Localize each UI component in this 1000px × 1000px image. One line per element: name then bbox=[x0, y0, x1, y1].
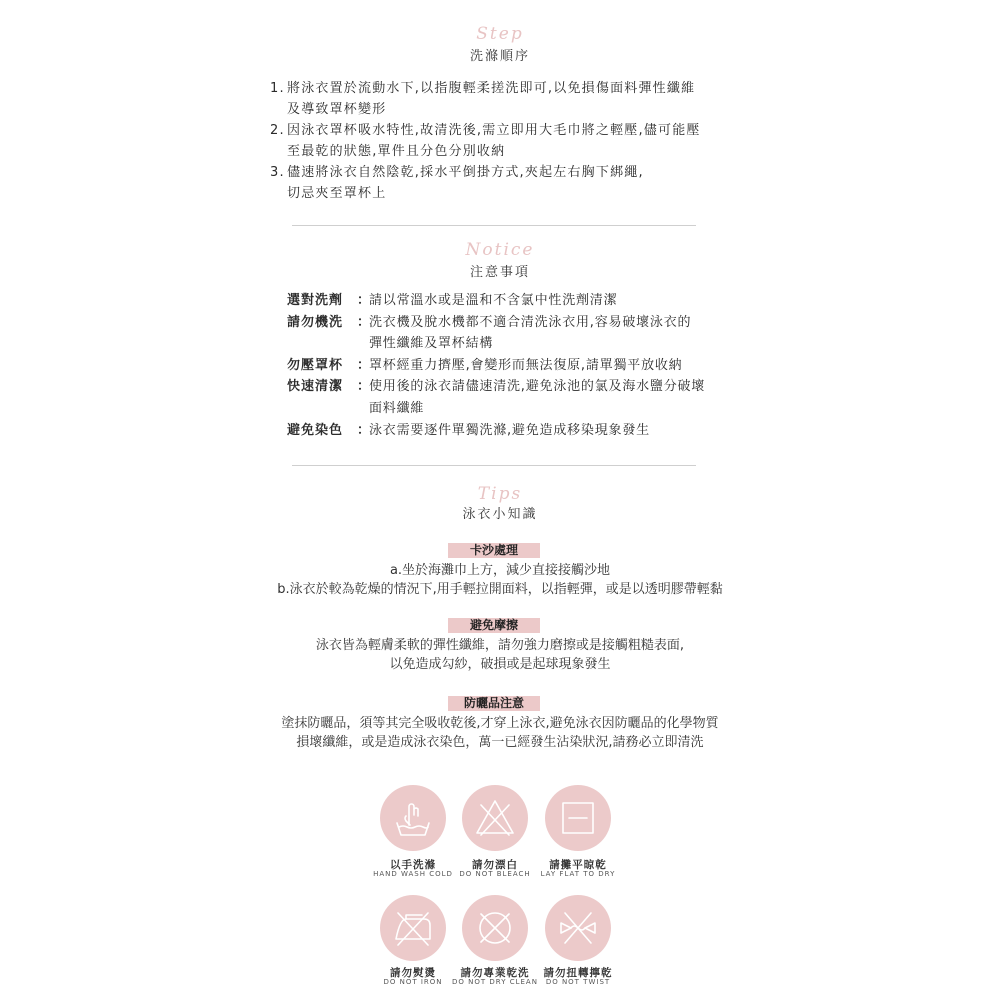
care-label-zh: 請勿扭轉擰乾 bbox=[543, 967, 613, 979]
tips-section-title: 泳衣小知識 bbox=[462, 507, 538, 522]
do-not-iron-icon bbox=[380, 895, 446, 961]
do-not-bleach-icon bbox=[462, 785, 528, 851]
care-label-zh: 請勿漂白 bbox=[472, 859, 518, 871]
tip-text: 泳衣皆為輕膚柔軟的彈性纖維，請勿強力磨擦或是接觸粗糙表面, bbox=[315, 638, 685, 653]
care-label-en: DO NOT IRON bbox=[383, 978, 443, 986]
tip-badge-friction: 避免摩擦 bbox=[448, 618, 540, 633]
care-label-en: LAY FLAT TO DRY bbox=[540, 870, 616, 878]
step-item-1: 1. 將泳衣置於流動水下,以指腹輕柔搓洗即可,以免損傷面料彈性纖維 及導致罩杯變形 bbox=[270, 81, 696, 117]
care-label-zh: 請勿專業乾洗 bbox=[460, 967, 530, 979]
wash-steps-list bbox=[270, 78, 740, 204]
tip-text: 損壞纖維，或是造成泳衣染色，萬一已經發生沾染狀況,請務必立即清洗 bbox=[296, 735, 704, 750]
care-label-en: HAND WASH COLD bbox=[373, 870, 453, 878]
care-label-zh: 請勿熨燙 bbox=[390, 967, 436, 979]
step-section-title: 洗滌順序 bbox=[469, 49, 530, 64]
tip-text: 以免造成勾紗，破損或是起球現象發生 bbox=[389, 657, 611, 672]
notice-item: 避免染色 ： 泳衣需要逐件單獨洗滌,避免造成移染現象發生 bbox=[287, 422, 650, 438]
step-script-title: Step bbox=[476, 24, 524, 44]
section-divider bbox=[292, 225, 696, 226]
notice-item: 選對洗劑 ： 請以常溫水或是溫和不含氯中性洗劑清潔 bbox=[287, 293, 618, 308]
tips-script-title: Tips bbox=[477, 484, 523, 504]
notice-item: 快速清潔 ： 使用後的泳衣請儘速清洗,避免泳池的氯及海水鹽分破壞 面料纖維 bbox=[287, 379, 706, 416]
hand-wash-icon bbox=[380, 785, 446, 851]
care-label-en: DO NOT DRY CLEAN bbox=[452, 978, 538, 986]
tip-text: a.坐於海灘巾上方，減少直接接觸沙地 bbox=[389, 563, 611, 578]
lay-flat-dry-icon bbox=[545, 785, 611, 851]
care-label-en: DO NOT TWIST bbox=[545, 978, 611, 986]
care-label-zh: 以手洗滌 bbox=[390, 859, 436, 871]
care-label-zh: 請攤平晾乾 bbox=[549, 859, 607, 871]
tip-badge-sand: 卡沙處理 bbox=[448, 543, 540, 558]
tip-text: b.泳衣於較為乾燥的情況下,用手輕拉開面料，以指輕彈，或是以透明膠帶輕黏 bbox=[277, 582, 723, 597]
care-label-en: DO NOT BLEACH bbox=[459, 870, 531, 878]
notice-script-title: Notice bbox=[465, 240, 535, 260]
tip-text: 塗抹防曬品，須等其完全吸收乾後,才穿上泳衣,避免泳衣因防曬品的化學物質 bbox=[281, 716, 719, 731]
do-not-twist-icon bbox=[545, 895, 611, 961]
notice-item: 勿壓罩杯 ： 罩杯經重力擠壓,會變形而無法復原,請單獨平放收納 bbox=[287, 357, 683, 373]
notice-list bbox=[287, 290, 727, 441]
step-item-2: 2. 因泳衣罩杯吸水特性,故清洗後,需立即用大毛巾將之輕壓,儘可能壓 至最乾的狀態,單件且分色分別收納 bbox=[270, 123, 701, 159]
notice-item: 請勿機洗 ： 洗衣機及脫水機都不適合清洗泳衣用,容易破壞泳衣的 彈性纖維及罩杯結構 bbox=[287, 314, 692, 352]
do-not-dry-clean-icon bbox=[462, 895, 528, 961]
section-divider bbox=[292, 465, 696, 466]
tip-badge-sunscreen: 防曬品注意 bbox=[448, 696, 540, 711]
step-item-3: 3. 儘速將泳衣自然陰乾,採水平倒掛方式,夾起左右胸下綁繩, 切忌夾至罩杯上 bbox=[270, 165, 644, 201]
notice-section-title: 注意事項 bbox=[469, 265, 530, 280]
